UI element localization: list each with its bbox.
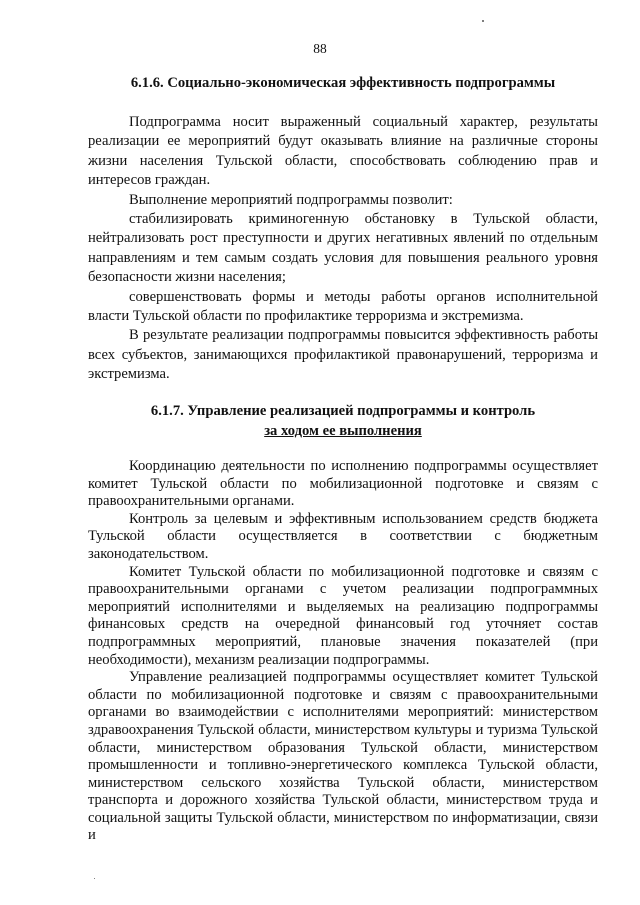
- scan-speck: [482, 20, 484, 22]
- section-heading-line-2: за ходом ее выполнения: [264, 423, 422, 439]
- paragraph: Контроль за целевым и эффективным использованием средств бюджета Тульской области осуществляется в соответствии с бюджетным законодательством.: [88, 510, 598, 562]
- paragraph: Управление реализацией подпрограммы осуществляет комитет Тульской области по мобилизационной подготовке и связям с правоохранительными органами во взаимодействии с исполнителями мероприятий: министерством здравоохранения Тульской области, министерством культуры и туризма Тульской области, министерством образования Тульской области, министерством промышленности и топливно-энергетического комплекса Тульской области, министерством сельского хозяйства Тульской области, министерством транспорта и дорожного хозяйства Тульской области, министерством труда и социальной защиты Тульской области, министерством по информатизации, связи и: [88, 669, 598, 844]
- paragraph: Подпрограмма носит выраженный социальный характер, результаты реализации ее мероприятий будут оказывать влияние на различные стороны жизни населения Тульской области, способствовать соблюдению прав и интересов граждан.: [88, 114, 598, 189]
- section-heading-6-1-7: [88, 401, 598, 441]
- section-heading-line-1: 6.1.7. Управление реализацией подпрограммы и контроль: [150, 403, 536, 419]
- section-heading-6-1-6: 6.1.6. Социально-экономическая эффективность подпрограммы: [130, 75, 556, 91]
- paragraph: совершенствовать формы и методы работы органов исполнительной власти Тульской области по профилактике терроризма и экстремизма.: [88, 288, 598, 325]
- scan-speck: [94, 878, 95, 879]
- paragraph: Координацию деятельности по исполнению подпрограммы осуществляет комитет Тульской области по мобилизационной подготовке и связям с правоохранительными органами.: [88, 458, 598, 510]
- paragraph: стабилизировать криминогенную обстановку в Тульской области, нейтрализовать рост преступности и других негативных явлений по отдельным направлениям и тем самым создать условия для повышения реального уровня безопасности жизни населения;: [88, 211, 598, 286]
- section-body-6-1-6: [88, 113, 598, 385]
- paragraph: В результате реализации подпрограммы повысится эффективность работы всех субъектов, занимающихся профилактикой правонарушений, терроризма и экстремизма.: [88, 327, 598, 383]
- page-number: 88: [313, 41, 327, 56]
- paragraph: Выполнение мероприятий подпрограммы позволит:: [129, 191, 453, 208]
- paragraph: Комитет Тульской области по мобилизационной подготовке и связям с правоохранительными органами с учетом реализации подпрограммных мероприятий исполнителями и выделяемых на реализацию подпрограммы финансовых средств на очередной финансовый год уточняет состав подпрограммных мероприятий, плановые значения показателей (при необходимости), механизм реализации подпрограммы.: [88, 563, 598, 668]
- section-body-6-1-7: [88, 458, 598, 845]
